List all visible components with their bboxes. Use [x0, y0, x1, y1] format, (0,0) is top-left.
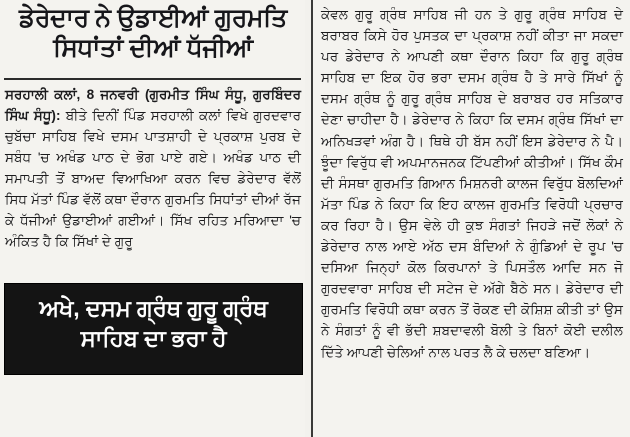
paragraph-3: ਡੇਰੇਦਾਰ ਦੀ ਗੁਰਮਤਿ ਵਿਰੋਧੀ ਕਥਾ ਕਰਨ ਤੋਂ ਰੋਕਣ ਦੀ ਕੋਸ਼ਿਸ਼ ਕੀਤੀ ਤਾਂ ਉਸ ਨੇ ਸੰਗਤਾਂ ਨੂੰ ਵੀ ਭੱਦੀ ਸ਼ਬਦਾਵਲੀ ਬੋਲੀ ਤੇ ਬਿਨਾਂ ਕੋਈ ਦਲੀਲ ਦਿੱਤੇ ਆਪਣੀ ਚੇਲਿਆਂ ਨਾਲ ਪਰਤ ਲੈ ਕੇ ਚਲਦਾ ਬਣਿਆ। [321, 281, 624, 360]
left-column [0, 0, 305, 437]
article-body-right [321, 4, 623, 363]
article-headline: ਡੇਰੇਦਾਰ ਨੇ ਉਡਾਈਆਂ ਗੁਰਮਤਿ ਸਿਧਾਂਤਾਂ ਦੀਆਂ ਧੱਜੀਆਂ [19, 4, 287, 62]
pull-quote-box [4, 283, 303, 375]
right-column [311, 0, 630, 437]
article-dateline-and-body [5, 84, 301, 253]
headline-divider [4, 78, 301, 80]
pull-quote-text: ਅਖੇ, ਦਸਮ ਗ੍ਰੰਥ ਗੁਰੂ ਗ੍ਰੰਥ ਸਾਹਿਬ ਦਾ ਭਰਾ ਹੈ [39, 295, 268, 351]
left-column-blank-area [0, 375, 305, 437]
paragraph-1: ਕੇਵਲ ਗੁਰੂ ਗ੍ਰੰਥ ਸਾਹਿਬ ਜੀ ਹਨ ਤੇ ਗੁਰੂ ਗ੍ਰੰਥ ਸਾਹਿਬ ਦੇ ਬਰਾਬਰ ਕਿਸੇ ਹੋਰ ਪੁਸਤਕ ਦਾ ਪ੍ਰਕਾਸ਼ ਨਹੀਂ ਕੀਤਾ ਜਾ ਸਕਦਾ ਪਰ ਡੇਰੇਦਾਰ ਨੇ ਆਪਣੀ ਕਥਾ ਦੌਰਾਨ ਕਿਹਾ ਕਿ ਗੁਰੂ ਗ੍ਰੰਥ ਸਾਹਿਬ ਦਾ ਇਕ ਹੋਰ ਭਰਾ ਦਸਮ ਗ੍ਰੰਥ ਹੈ ਤੇ ਸਾਰੇ ਸਿੱਖਾਂ ਨੂੰ ਦਸਮ ਗ੍ਰੰਥ ਨੂੰ ਗੁਰੂ ਗ੍ਰੰਥ ਸਾਹਿਬ ਦੇ ਬਰਾਬਰ ਹਰ ਸਤਿਕਾਰ ਦੇਣਾ ਚਾਹੀਦਾ ਹੈ। [321, 7, 623, 128]
article-dateline: ਸਰਹਾਲੀ ਕਲਾਂ, 8 ਜਨਵਰੀ (ਗੁਰਮੀਤ ਸਿੰਘ ਸੰਧੂ, ਗੁਰਬਿੰਦਰ ਸਿੰਘ ਸੰਧੂ): [5, 87, 301, 124]
paragraph-2: ਡੇਰੇਦਾਰ ਨੇ ਕਿਹਾ ਕਿ ਦਸਮ ਗ੍ਰੰਥ ਸਿੱਖਾਂ ਦਾ ਅਨਿਖੜਵਾਂ ਅੰਗ ਹੈ। ਥਿਥੇ ਹੀ ਬੱਸ ਨਹੀਂ ਇਸ ਡੇਰੇਦਾਰ ਨੇ ਪੈ। ਝੂੰਦਾ ਵਿਰੁੱਧ ਵੀ ਅਪਮਾਨਜਨਕ ਟਿੱਪਣੀਆਂ ਕੀਤੀਆਂ। ਸਿੱਖ ਕੌਮ ਦੀ ਸੰਸਥਾ ਗੁਰਮਤਿ ਗਿਆਨ ਮਿਸ਼ਨਰੀ ਕਾਲਜ ਵਿਰੁੱਧ ਬੋਲਦਿਆਂ ਮੱਤਾ ਪਿੰਡ ਨੇ ਕਿਹਾ ਕਿ ਇਹ ਕਾਲਜ ਗੁਰਮਤਿ ਵਿਰੋਧੀ ਪ੍ਰਚਾਰ ਕਰ ਰਿਹਾ ਹੈ। ਉਸ ਵੇਲੇ ਹੀ ਕੁਝ ਸੰਗਤਾਂ ਜਿਹੜੇ ਜਦੋਂ ਲੋਕਾਂ ਨੇ ਡੇਰੇਦਾਰ ਨਾਲ ਆਏ ਅੱਠ ਦਸ ਬੰਦਿਆਂ ਨੇ ਗੁੰਡਿਆਂ ਦੇ ਰੂਪ 'ਚ ਦਸਿਆ ਜਿਨ੍ਹਾਂ ਕੋਲ ਕਿਰਪਾਨਾਂ ਤੇ ਪਿਸਤੌਲ ਆਦਿ ਸਨ ਜੋ ਗੁਰਦਵਾਰਾ ਸਾਹਿਬ ਦੀ ਸਟੇਜ ਦੇ ਅੱਗੇ ਬੈਠੇ ਸਨ। [321, 112, 623, 297]
article-body-left: ਬੀਤੇ ਦਿਨੀਂ ਪਿੰਡ ਸਰਹਾਲੀ ਕਲਾਂ ਵਿਖੇ ਗੁਰਦਵਾਰ ਚੁਬੱਚਾ ਸਾਹਿਬ ਵਿਖੇ ਦਸਮ ਪਾਤਸ਼ਾਹੀ ਦੇ ਪ੍ਰਕਾਸ਼ ਪੁਰਬ ਦੇ ਸਬੰਧ 'ਚ ਅਖੰਡ ਪਾਠ ਦੇ ਭੋਗ ਪਾਏ ਗਏ। ਅਖੰਡ ਪਾਠ ਦੀ ਸਮਾਪਤੀ ਤੋਂ ਬਾਅਦ ਵਿਆਖਿਆ ਕਰਨ ਵਿਚ ਡੇਰੇਦਾਰ ਵੱਲੋਂ ਸਿਧ ਮੱਤਾਂ ਪਿੰਡ ਵੱਲੋਂ ਕਥਾ ਦੌਰਾਨ ਗੁਰਮਤਿ ਸਿਧਾਂਤਾਂ ਦੀਆਂ ਰੱਜ ਕੇ ਧੱਜੀਆਂ ਉਡਾਈਆਂ ਗਈਆਂ। ਸਿੱਖ ਰਹਿਤ ਮਰਿਆਦਾ 'ਚ ਅੰਕਿਤ ਹੈ ਕਿ ਸਿੱਖਾਂ ਦੇ ਗੁਰੂ [5, 108, 301, 250]
